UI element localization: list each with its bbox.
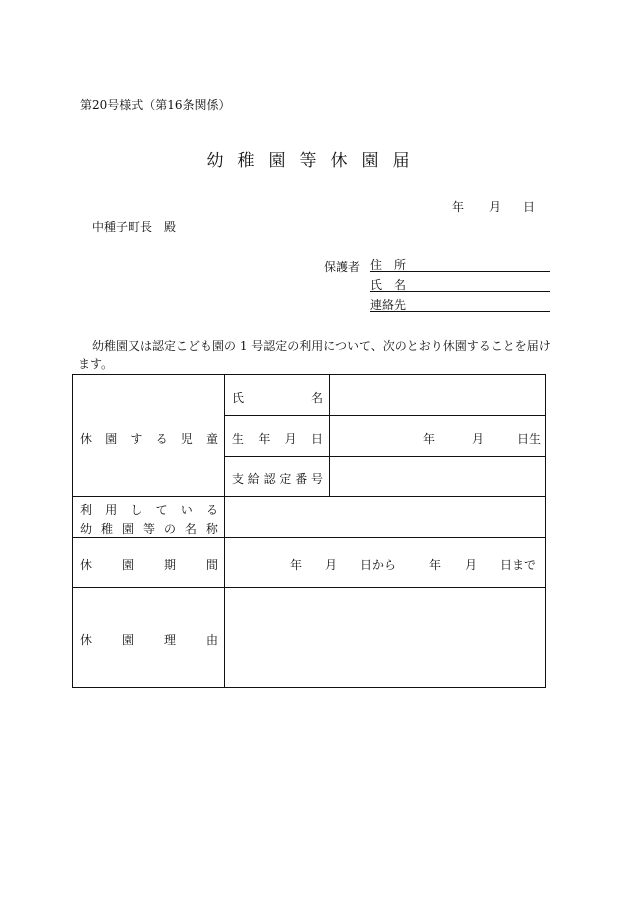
form-number: 第20号様式（第16条関係）: [80, 98, 231, 112]
date-year: 年: [452, 200, 465, 214]
facility-name-label-line1: 利 用 し て い る: [80, 503, 218, 517]
document-title: 幼稚園等休園届: [206, 151, 424, 171]
guardian-address-field[interactable]: [370, 256, 550, 272]
period-end-day[interactable]: 日まで: [500, 558, 537, 572]
child-section-label: 休 園 す る 児 童: [80, 432, 218, 446]
facility-name-input[interactable]: [225, 497, 545, 537]
period-end-year[interactable]: 年: [429, 558, 442, 572]
certification-number-label: 支 給 認 定 番 号: [232, 472, 323, 486]
date-month: 月: [489, 200, 502, 214]
date-day: 日: [523, 200, 536, 214]
birth-year[interactable]: 年: [423, 432, 436, 446]
closure-reason-label: 休 園 理 由: [80, 633, 218, 647]
guardian-contact-label: 連絡先: [370, 298, 407, 312]
period-start-day[interactable]: 日から: [360, 558, 397, 572]
application-table: [72, 374, 546, 688]
facility-name-label-line2: 幼 稚 園 等 の 名 称: [80, 522, 218, 536]
table-divider-h1: [224, 415, 545, 416]
birth-day[interactable]: 日生: [517, 432, 542, 446]
child-name-input[interactable]: [330, 376, 545, 415]
birth-month[interactable]: 月: [472, 432, 485, 446]
certification-number-input[interactable]: [330, 457, 545, 496]
addressee: 中種子町長 殿: [92, 220, 177, 234]
guardian-label: 保護者: [324, 260, 361, 274]
closure-period-label: 休 園 期 間: [80, 558, 218, 572]
period-start-month[interactable]: 月: [325, 558, 338, 572]
guardian-name-field[interactable]: [370, 276, 550, 292]
guardian-address-label: 住 所: [370, 258, 407, 272]
birthdate-label: 生 年 月 日: [232, 432, 323, 446]
child-name-label: 氏 名: [232, 391, 323, 405]
closure-reason-input[interactable]: [225, 588, 545, 687]
guardian-contact-field[interactable]: [370, 296, 550, 312]
statement-text: 幼稚園又は認定こども園の 1 号認定の利用について、次のとおり休園することを届けます。: [78, 339, 551, 371]
period-start-year[interactable]: 年: [290, 558, 303, 572]
table-divider-h4: [73, 537, 545, 538]
guardian-name-label: 氏 名: [370, 278, 407, 292]
period-end-month[interactable]: 月: [465, 558, 478, 572]
